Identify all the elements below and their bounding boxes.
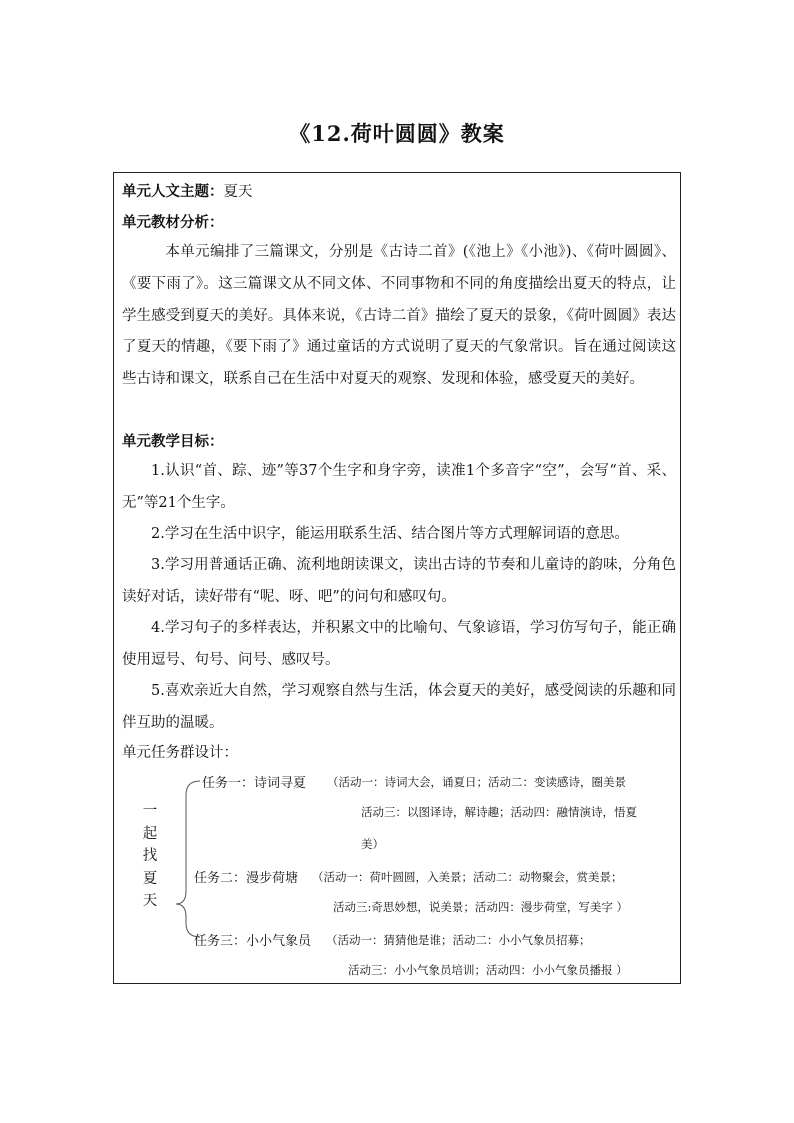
tasks-label: 单元任务群设计： bbox=[122, 745, 238, 761]
task-2-label: 任务二：漫步荷塘 bbox=[194, 871, 299, 886]
task-2-activities-line1: （活动一：荷叶圆圆，入美景；活动二：动物聚会，赏美景； bbox=[312, 870, 623, 884]
goal-item: 1.认识“首、踪、迹”等37个生字和身字旁，读准1个多音字“空”，会写“首、采、无”等21个生字。 bbox=[122, 463, 676, 511]
theme-label: 单元人文主题： bbox=[122, 183, 224, 200]
theme-value: 夏天 bbox=[223, 184, 253, 200]
task-3-label: 任务三：小小气象员 bbox=[194, 934, 312, 949]
task-1-activities-line3: 美） bbox=[361, 837, 384, 851]
task-1-label: 任务一：诗词寻夏 bbox=[202, 776, 307, 791]
analysis-text: 本单元编排了三篇课文，分别是《古诗二首》(《池上》《小池》)、《荷叶圆圆》、《要下雨了》。这三篇课文从不同文体、不同事物和不同的角度描绘出夏天的特点，让学生感受到夏天的美好。具体来说，《古诗二首》描绘了夏天的景象，《荷叶圆圆》表达了夏天的情趣，《要下雨了》通过童话的方式说明了夏天的气象常识。旨在通过阅读这些古诗和课文，联系自己在生活中对夏天的观察、发现和体验，感受夏天的美好。 bbox=[122, 244, 676, 388]
brace-icon bbox=[114, 173, 682, 985]
group-title: 一起找夏天 bbox=[142, 803, 158, 909]
task-3-activities-line1: （活动一：猜猜他是谁；活动二：小小气象员招募； bbox=[326, 933, 591, 947]
goal-item: 4.学习句子的多样表达，并积累文中的比喻句、气象谚语，学习仿写句子，能正确使用逗号、句号、问号、感叹号。 bbox=[122, 620, 676, 668]
task-2-activities-line2: 活动三:奇思妙想，说美景；活动四：漫步荷堂，写美字 ） bbox=[333, 900, 629, 914]
analysis-label: 单元教材分析： bbox=[122, 214, 224, 231]
lesson-plan-table bbox=[113, 172, 681, 984]
goal-item: 2.学习在生活中识字，能运用联系生活、结合图片等方式理解词语的意思。 bbox=[151, 526, 629, 542]
task-1-activities-line1: （活动一：诗词大会，诵夏日；活动二：变读感诗，圈美景 bbox=[327, 775, 626, 789]
task-3-activities-line2: 活动三：小小气象员培训；活动四：小小气象员播报 ） bbox=[348, 963, 628, 977]
goal-item: 3.学习用普通话正确、流利地朗读课文，读出古诗的节奏和儿童诗的韵味，分角色读好对话，读好带有“呢、呀、吧”的问句和感叹句。 bbox=[122, 557, 676, 605]
document-title: 《12.荷叶圆圆》教案 bbox=[289, 121, 505, 146]
goal-item: 5.喜欢亲近大自然，学习观察自然与生活，体会夏天的美好，感受阅读的乐趣和同伴互助的温暖。 bbox=[122, 683, 676, 731]
task-1-activities-line2: 活动三：以图译诗，解诗趣；活动四：融情演诗，悟夏 bbox=[361, 805, 637, 819]
goals-label: 单元教学目标： bbox=[122, 433, 224, 450]
